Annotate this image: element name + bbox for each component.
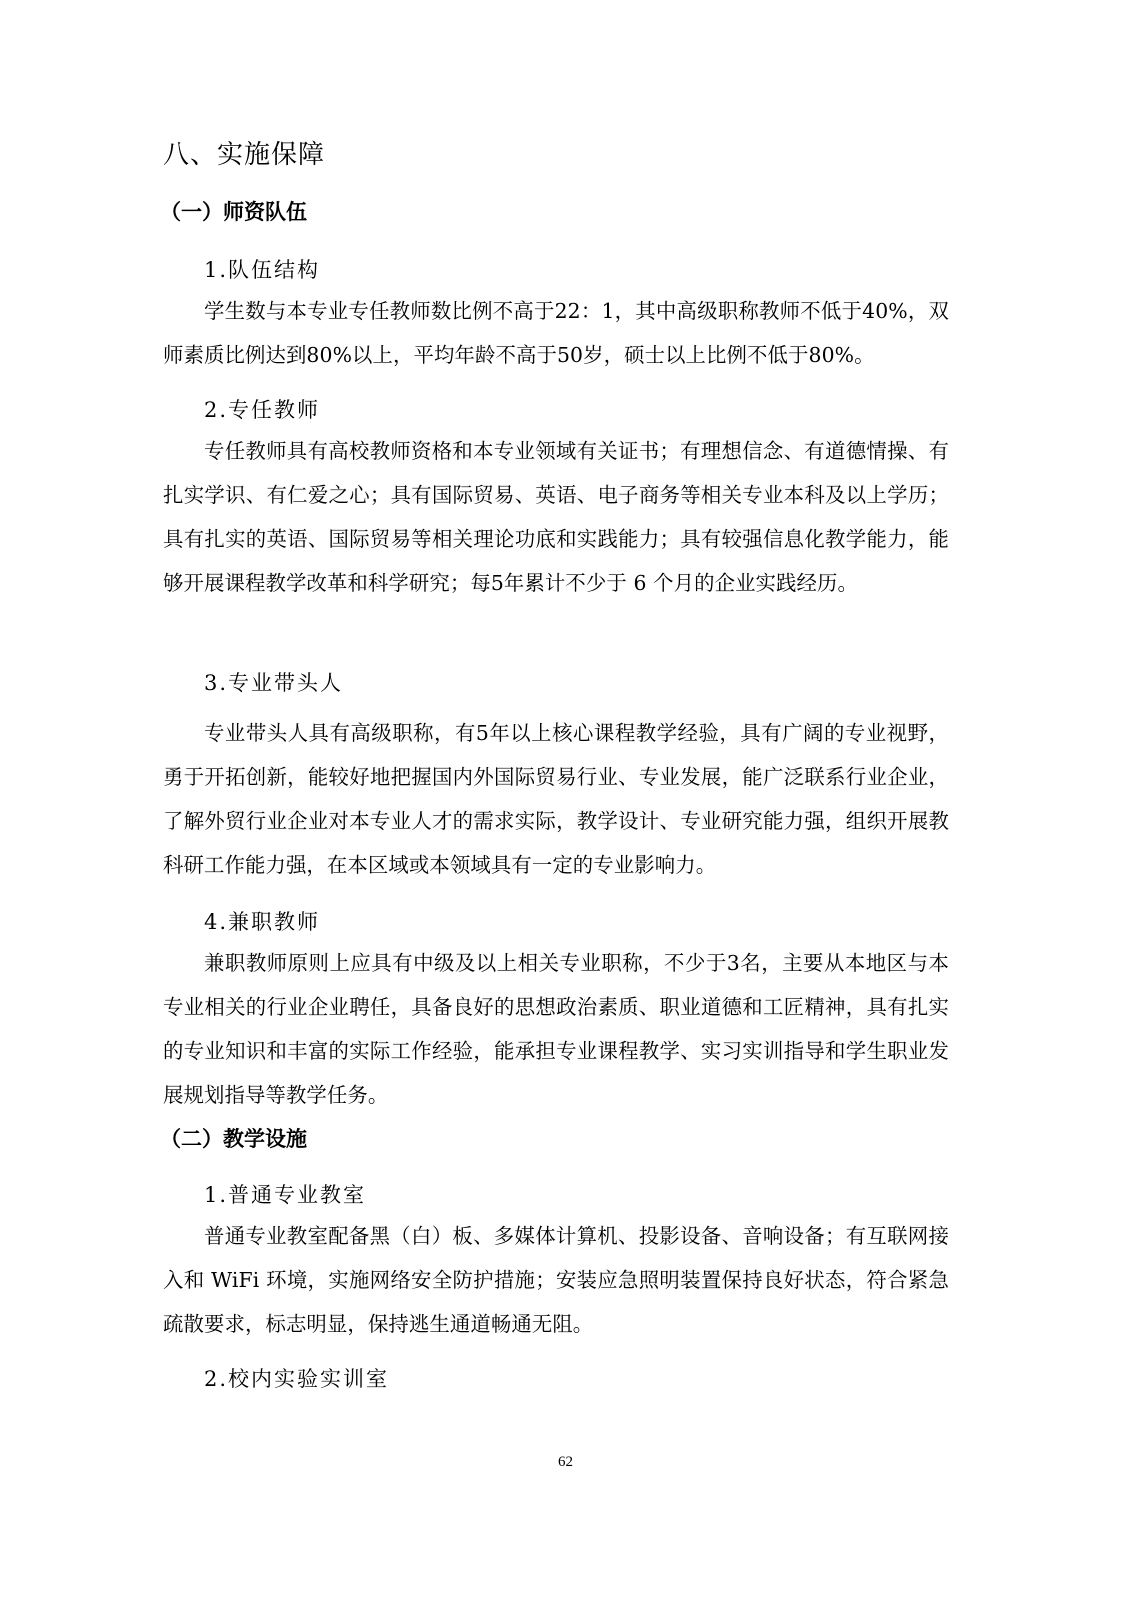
sub-heading-team-structure: 1.队伍结构 xyxy=(204,258,321,282)
sub-heading-program-leader: 3.专业带头人 xyxy=(204,671,344,695)
section-heading-facilities: （二）教学设施 xyxy=(160,1127,307,1151)
paragraph-full-time-teachers: 专任教师具有高校教师资格和本专业领域有关证书；有理想信念、有道德情操、有扎实学识、有仁爱之心；具有国际贸易、英语、电子商务等相关专业本科及以上学历；具有扎实的英语、国际贸易等相关理论功底和实践能力；具有较强信息化教学能力，能够开展课程教学改革和科学研究；每5年累计不少于 6 个月的企业实践经历。 xyxy=(163,439,949,595)
paragraph-team-structure: 学生数与本专业专任教师数比例不高于22：1，其中高级职称教师不低于40%，双师素质比例达到80%以上，平均年龄不高于50岁，硕士以上比例不低于80%。 xyxy=(163,299,949,367)
paragraph-program-leader: 专业带头人具有高级职称，有5年以上核心课程教学经验，具有广阔的专业视野，勇于开拓创新，能较好地把握国内外国际贸易行业、专业发展，能广泛联系行业企业，了解外贸行业企业对本专业人才的需求实际，教学设计、专业研究能力强，组织开展教科研工作能力强，在本区域或本领域具有一定的专业影响力。 xyxy=(163,721,949,877)
sub-heading-full-time-teachers: 2.专任教师 xyxy=(204,398,321,422)
paragraph-general-classroom: 普通专业教室配备黑（白）板、多媒体计算机、投影设备、音响设备；有互联网接入和 WiFi 环境，实施网络安全防护措施；安装应急照明装置保持良好状态，符合紧急疏散要求，标志明显，保持逃生通道畅通无阻。 xyxy=(163,1224,949,1336)
sub-heading-general-classroom: 1.普通专业教室 xyxy=(204,1183,367,1207)
chapter-title: 八、实施保障 xyxy=(163,140,326,170)
page-number: 62 xyxy=(558,1454,573,1470)
section-heading-teachers: （一）师资队伍 xyxy=(160,200,307,224)
sub-heading-part-time-teachers: 4.兼职教师 xyxy=(204,910,321,934)
sub-heading-campus-training-rooms: 2.校内实验实训室 xyxy=(204,1367,390,1391)
paragraph-part-time-teachers: 兼职教师原则上应具有中级及以上相关专业职称，不少于3名，主要从本地区与本专业相关的行业企业聘任，具备良好的思想政治素质、职业道德和工匠精神，具有扎实的专业知识和丰富的实际工作经验，能承担专业课程教学、实习实训指导和学生职业发展规划指导等教学任务。 xyxy=(163,951,949,1107)
